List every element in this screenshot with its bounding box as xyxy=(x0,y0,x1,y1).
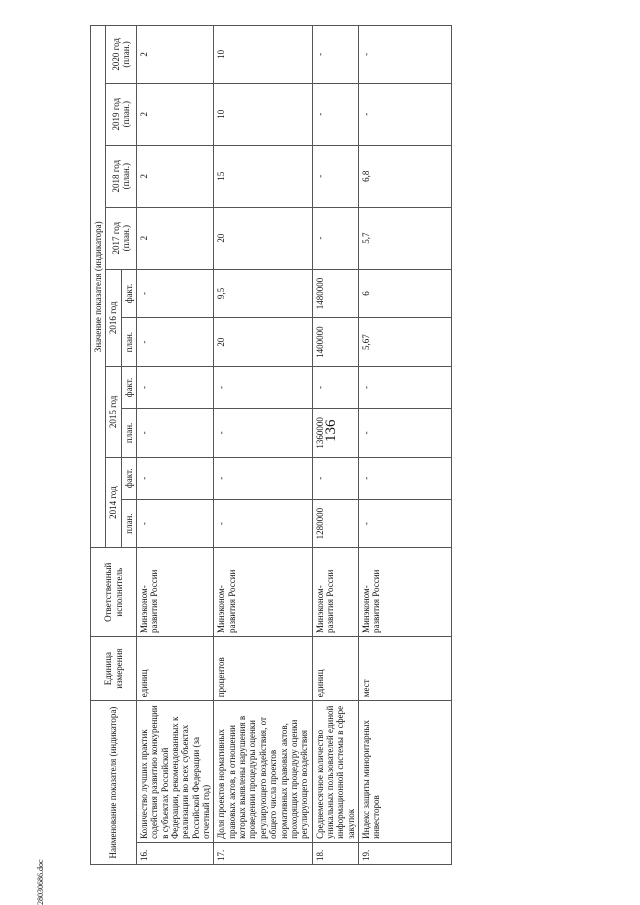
value-2018: 2 xyxy=(137,145,214,207)
value-2015-fact: - xyxy=(137,367,214,409)
value-2017: 2 xyxy=(137,207,214,269)
value-2014-plan: - xyxy=(137,499,214,548)
row-number: 17. xyxy=(214,842,312,864)
value-2020: 2 xyxy=(137,26,214,84)
header-2020: 2020 год (план.) xyxy=(106,26,137,84)
table-row xyxy=(358,26,451,865)
value-2016-plan: 5,67 xyxy=(358,318,451,367)
indicator-table xyxy=(90,25,452,865)
executor-cell: Минэконом-развития России xyxy=(137,548,214,637)
value-2014-fact: - xyxy=(214,457,312,499)
value-2019: 2 xyxy=(137,83,214,145)
value-2015-plan: 1360000 xyxy=(312,409,358,458)
value-2017: 20 xyxy=(214,207,312,269)
indicator-name: Среднемесячное количество уникальных пользователей единой информационной системы в сфере закупок xyxy=(312,701,358,843)
header-2018: 2018 год (план.) xyxy=(106,145,137,207)
footer-file-code: 28030686.doc xyxy=(36,859,45,905)
value-2015-fact: - xyxy=(214,367,312,409)
value-2019: - xyxy=(358,83,451,145)
header-executor: Ответственный исполнитель xyxy=(91,548,137,637)
value-2016-plan: 1400000 xyxy=(312,318,358,367)
header-2015: 2015 год xyxy=(106,367,121,458)
header-2016: 2016 год xyxy=(106,269,121,366)
value-2014-fact: - xyxy=(137,457,214,499)
value-2020: - xyxy=(312,26,358,84)
row-number: 19. xyxy=(358,842,451,864)
header-value-group: Значение показателя (индикатора) xyxy=(91,26,106,548)
indicator-name: Доля проектов нормативных правовых актов, в отношении которых выявлены нарушения в проведении процедуры оценки регулирующего воздействия, от общего числа проектов нормативных правовых актов, проходящих процедуру оценки регулирующего воздействия xyxy=(214,701,312,843)
value-2016-fact: 1480000 xyxy=(312,269,358,318)
value-2018: 6,8 xyxy=(358,145,451,207)
value-2016-plan: - xyxy=(137,318,214,367)
executor-cell: Минэконом-развития России xyxy=(214,548,312,637)
value-2016-fact: 6 xyxy=(358,269,451,318)
value-2014-plan: - xyxy=(214,499,312,548)
value-2019: 10 xyxy=(214,83,312,145)
indicator-name: Индекс защиты миноритарных инвесторов xyxy=(358,701,451,843)
header-2014: 2014 год xyxy=(106,457,121,548)
value-2020: 10 xyxy=(214,26,312,84)
table-row xyxy=(214,26,312,865)
value-2014-plan: 1280000 xyxy=(312,499,358,548)
executor-cell: Минэконом-развития России xyxy=(358,548,451,637)
value-2015-plan: - xyxy=(137,409,214,458)
header-plan: план. xyxy=(121,499,136,548)
value-2015-fact: - xyxy=(358,367,451,409)
table-row xyxy=(312,26,358,865)
row-number: 18. xyxy=(312,842,358,864)
value-2016-fact: 9,5 xyxy=(214,269,312,318)
value-2016-plan: 20 xyxy=(214,318,312,367)
value-2020: - xyxy=(358,26,451,84)
header-name: Наименование показателя (индикатора) xyxy=(91,701,137,865)
value-2015-plan: - xyxy=(214,409,312,458)
value-2014-fact: - xyxy=(358,457,451,499)
indicator-name: Количество лучших практик содействия развитию конкуренции в субъектах Российской Федерации, рекомендованных к реализации во всех субъектах Российской Федерации (за отчетный год) xyxy=(137,701,214,843)
unit-cell: мест xyxy=(358,637,451,701)
value-2018: 15 xyxy=(214,145,312,207)
header-fact: факт. xyxy=(121,367,136,409)
header-unit: Единица измерения xyxy=(91,637,137,701)
value-2015-fact: - xyxy=(312,367,358,409)
value-2014-plan: - xyxy=(358,499,451,548)
header-plan: план. xyxy=(121,318,136,367)
header-fact: факт. xyxy=(121,457,136,499)
value-2016-fact: - xyxy=(137,269,214,318)
unit-cell: единиц xyxy=(312,637,358,701)
unit-cell: единиц xyxy=(137,637,214,701)
indicator-table-rotated xyxy=(90,25,620,865)
page-number: 136 xyxy=(323,419,339,442)
header-2019: 2019 год (план.) xyxy=(106,83,137,145)
value-2014-fact: - xyxy=(312,457,358,499)
unit-cell: процентов xyxy=(214,637,312,701)
header-plan: план. xyxy=(121,409,136,458)
header-2017: 2017 год (план.) xyxy=(106,207,137,269)
value-2019: - xyxy=(312,83,358,145)
value-2017: - xyxy=(312,207,358,269)
value-2018: - xyxy=(312,145,358,207)
table-row xyxy=(137,26,214,865)
value-2015-plan: - xyxy=(358,409,451,458)
value-2017: 5,7 xyxy=(358,207,451,269)
row-number: 16. xyxy=(137,842,214,864)
executor-cell: Минэконом-развития России xyxy=(312,548,358,637)
header-fact: факт. xyxy=(121,269,136,318)
